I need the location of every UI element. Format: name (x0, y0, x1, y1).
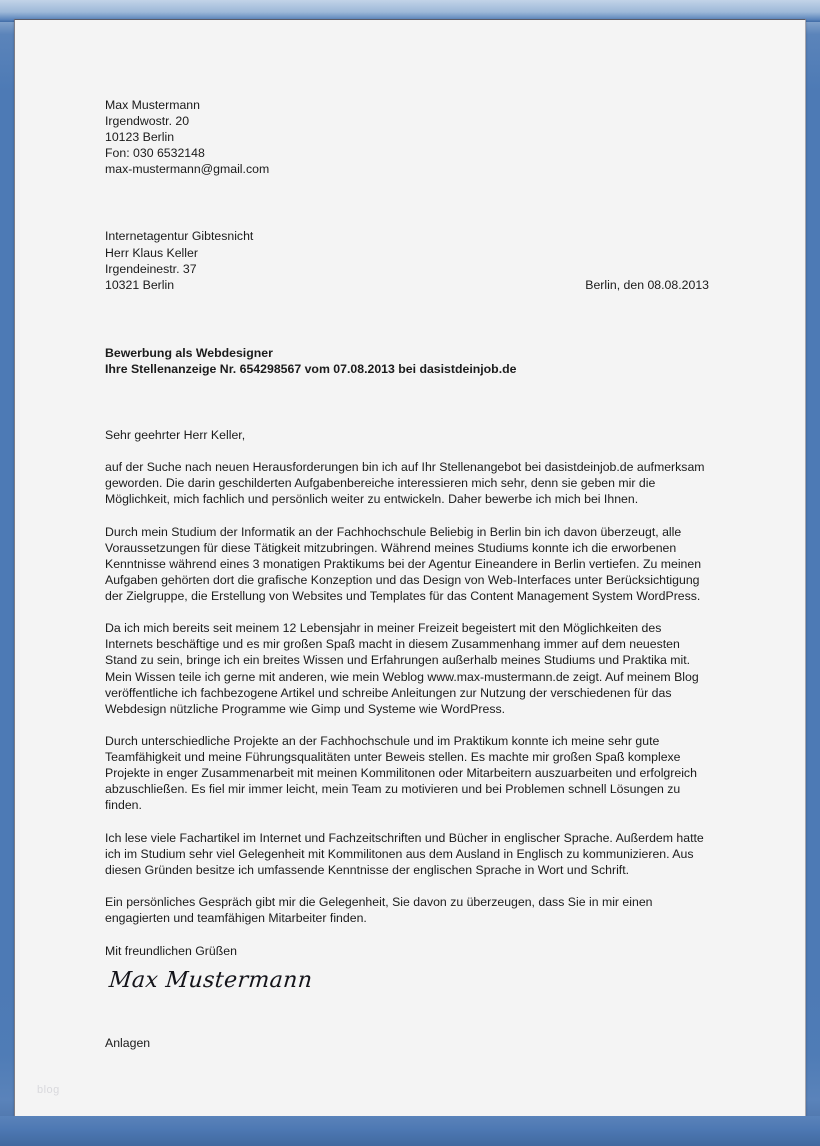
spacer-recipient-subject (105, 293, 709, 345)
body-paragraph-3: Da ich mich bereits seit meinem 12 Lebensjahr in meiner Freizeit begeistert mit den Möglichkeiten des Internets beschäftige und es mir großen Spaß macht in diesem Zusammenhang immer auf dem neuesten Stand zu sein, bringe ich ein breites Wissen und Erfahrungen außerhalb meines Studiums und Praktika mit. Mein Wissen teile ich gerne mit anderen, wie mein Weblog www.max-mustermann.de zeigt. Auf meinem Blog veröffentliche ich fachbezogene Artikel und schreibe Anleitungen zur Nutzung der verschiedenen für das Webdesign nützliche Programme wie Gimp und Systeme wie WordPress. (105, 621, 699, 716)
body-paragraph-2: Durch mein Studium der Informatik an der Fachhochschule Beliebig in Berlin bin ich davon überzeugt, alle Voraussetzungen für diese Tätigkeit mitzubringen. Während meines Studiums konnte ich die erworbenen Kenntnisse während eines 3 monatigen Praktikums bei der Agentur Eineandere in Berlin vertiefen. Zu meinen Aufgaben gehörten dort die grafische Konzeption und das Design von Web-Interfaces unter Berücksichtigung der Zielgruppe, die Erstellung von Websites und Templates für das Content Management System WordPress. (105, 524, 702, 603)
recipient-city: 10321 Berlin (105, 277, 175, 292)
body-paragraph-4: Durch unterschiedliche Projekte an der Fachhochschule und im Praktikum konnte ich meine sehr gute Teamfähigkeit und meine Führungsqualitäten unter Beweis stellen. Es machte mir großen Spaß komplexe Projekte in enger Zusammenarbeit mit meinen Kommilitonen oder Mitarbeitern auszuarbeiten und erfolgreich abzuschließen. Es fiel mir immer leicht, mein Team zu motivieren und bei Problemen schnell Lösungen zu finden. (105, 734, 697, 813)
salutation: Sehr geehrter Herr Keller, (105, 428, 246, 443)
sender-street: Irgendwostr. 20 (105, 114, 190, 129)
document-page (14, 19, 806, 1119)
spacer-subject-salutation (105, 377, 709, 427)
recipient-company: Internetagentur Gibtesnicht (105, 229, 254, 244)
blog-watermark: blog (37, 1084, 60, 1096)
subject-line-2: Ihre Stellenanzeige Nr. 654298567 vom 07.08.2013 bei dasistdeinjob.de (105, 361, 517, 376)
subject-line-1: Bewerbung als Webdesigner (105, 345, 273, 360)
spacer-salutation (105, 443, 709, 459)
spacer-sender-recipient (105, 177, 709, 228)
letter-body (105, 97, 709, 1051)
subject-block (105, 345, 709, 377)
body-paragraph-5: Ich lese viele Fachartikel im Internet und Fachzeitschriften und Bücher in englischer Sprache. Außerdem hatte ich im Studium sehr viel Gelegenheit mit Kommilitonen aus dem Ausland in Englisch zu kommunizieren. Aus diesen Gründen besitze ich umfassende Kenntnisse der englischen Sprache in Wort und Schrift. (105, 830, 704, 877)
sender-phone: Fon: 030 6532148 (105, 146, 205, 161)
sender-address-block (105, 97, 709, 177)
body-paragraph-1: auf der Suche nach neuen Herausforderungen bin ich auf Ihr Stellenangebot bei dasistdeinjob.de aufmerksam geworden. Die darin geschilderten Aufgabenbereiche interessieren mich sehr, denn sie geben mir die Möglichkeit, mich fachlich und persönlich weiter zu entwickeln. Daher bewerbe ich mich bei Ihnen. (105, 460, 705, 507)
recipient-street: Irgendeinestr. 37 (105, 261, 197, 276)
recipient-person: Herr Klaus Keller (105, 245, 198, 260)
recipient-date-row (105, 228, 709, 292)
closing-block (105, 943, 709, 996)
attachments-label: Anlagen (105, 1035, 151, 1050)
date-line: Berlin, den 08.08.2013 (585, 277, 709, 292)
sender-name: Max Mustermann (105, 98, 200, 112)
spacer-signature-attachments (105, 996, 709, 1035)
sender-email: max-mustermann@gmail.com (105, 162, 270, 177)
handwritten-signature: Max Mustermann (107, 967, 314, 993)
sender-city: 10123 Berlin (105, 130, 175, 145)
closing-line: Mit freundlichen Grüßen (105, 943, 237, 958)
body-paragraph-6: Ein persönliches Gespräch gibt mir die Gelegenheit, Sie davon zu überzeugen, dass Sie in mir einen engagierten und teamfähigen Mitarbeiter finden. (105, 895, 653, 926)
